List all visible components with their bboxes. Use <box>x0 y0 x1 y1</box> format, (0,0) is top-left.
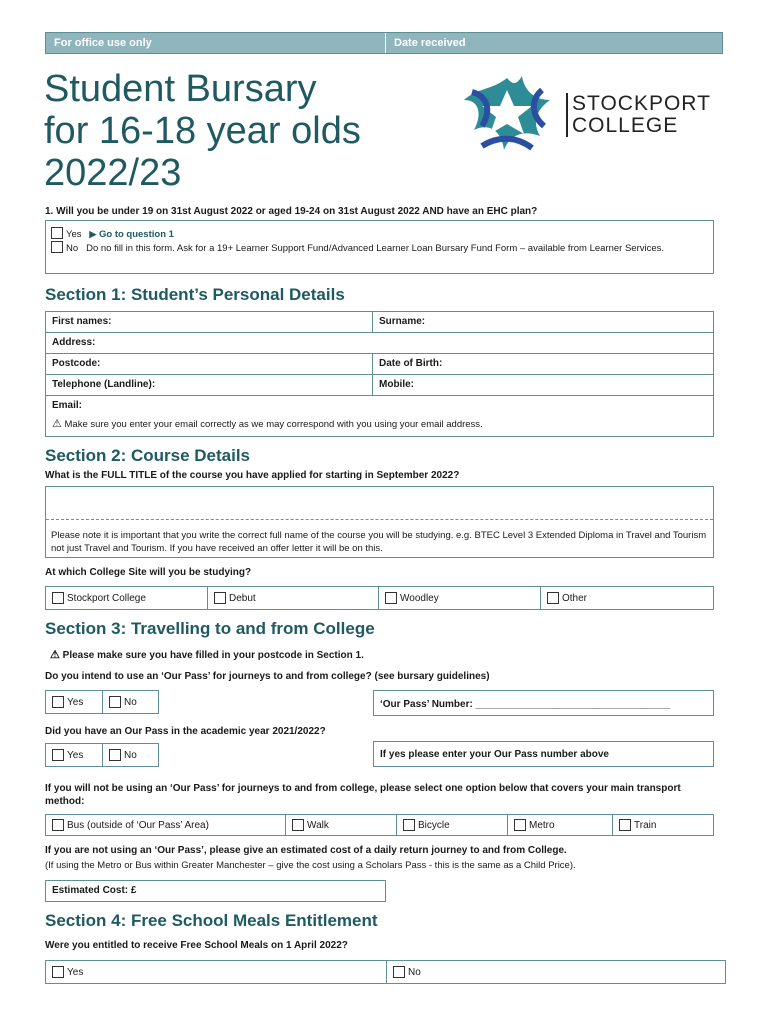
q1-no-label: No <box>66 243 79 254</box>
ourpass-no-label: No <box>124 696 137 708</box>
first-names-field[interactable] <box>46 312 373 332</box>
office-use-bar <box>45 32 723 54</box>
postcode-field[interactable] <box>46 354 373 374</box>
fsm-yes-checkbox[interactable] <box>52 966 64 978</box>
cost-note: (If using the Metro or Bus within Greater Manchester – give the cost using a Scholars Pass - this is the same as a Child Price). <box>45 860 576 871</box>
site-woodley-label: Woodley <box>400 592 439 604</box>
site-other-checkbox[interactable] <box>547 592 559 604</box>
q1-no-note: Do no fill in this form. Ask for a 19+ Learner Support Fund/Advanced Learner Loan Bursary Fund Form – available from Learner Services. <box>86 243 665 254</box>
ourpass-yes-checkbox[interactable] <box>52 696 64 708</box>
transport-train-label: Train <box>634 819 657 831</box>
transport-walk[interactable] <box>286 815 397 835</box>
fsm-no-checkbox[interactable] <box>393 966 405 978</box>
q1-box <box>45 220 714 274</box>
transport-metro-label: Metro <box>529 819 555 831</box>
prev-ourpass-yesno <box>45 743 159 767</box>
prev-yes-label: Yes <box>67 749 84 761</box>
email-note-row <box>46 415 713 434</box>
site-debut-checkbox[interactable] <box>214 592 226 604</box>
date-received-label: Date received <box>394 37 466 49</box>
postcode-label: Postcode: <box>52 358 101 369</box>
site-other-label: Other <box>562 592 588 604</box>
logo-line-1: STOCKPORT <box>572 92 711 115</box>
prev-yes-checkbox[interactable] <box>52 749 64 761</box>
first-names-label: First names: <box>52 316 112 327</box>
logo-line-2: COLLEGE <box>572 114 679 137</box>
transport-train[interactable] <box>613 815 713 835</box>
cost-question: If you are not using an ‘Our Pass’, please give an estimated cost of a daily return journey to and from College. <box>45 845 567 856</box>
site-question: At which College Site will you be studying? <box>45 567 252 578</box>
prev-no-checkbox[interactable] <box>109 749 121 761</box>
title-line-2: for 16-18 year olds <box>44 110 361 152</box>
dob-field[interactable] <box>373 354 713 374</box>
ourpass-no-checkbox[interactable] <box>109 696 121 708</box>
email-field[interactable] <box>45 395 714 437</box>
title-line-1: Student Bursary <box>44 68 317 110</box>
section2-heading: Section 2: Course Details <box>45 446 251 465</box>
estimated-cost-field[interactable] <box>45 880 386 902</box>
prev-no[interactable] <box>103 744 158 766</box>
section3-heading: Section 3: Travelling to and from College <box>45 619 375 638</box>
estimated-cost-label: Estimated Cost: £ <box>52 885 137 896</box>
phone-row <box>45 374 714 396</box>
site-stockport[interactable] <box>46 587 208 609</box>
q1-yes-note: Go to question 1 <box>98 229 174 240</box>
mobile-label: Mobile: <box>379 379 414 390</box>
transport-bus[interactable] <box>46 815 286 835</box>
warning-icon: ⚠ <box>52 418 62 430</box>
page-title <box>44 68 361 194</box>
section1-heading: Section 1: Student’s Personal Details <box>45 285 345 304</box>
telephone-label: Telephone (Landline): <box>52 379 156 390</box>
mobile-field[interactable] <box>373 375 713 395</box>
course-title-input[interactable] <box>46 487 713 520</box>
site-woodley[interactable] <box>379 587 541 609</box>
email-label: Email: <box>52 400 83 411</box>
prev-ourpass-question: Did you have an Our Pass in the academic year 2021/2022? <box>45 726 326 737</box>
email-note: Make sure you enter your email correctly as we may correspond with you using your email address. <box>64 419 483 430</box>
site-options <box>45 586 714 610</box>
transport-options <box>45 814 714 836</box>
ourpass-yes[interactable] <box>46 691 103 713</box>
transport-train-checkbox[interactable] <box>619 819 631 831</box>
site-stockport-label: Stockport College <box>67 592 146 604</box>
surname-field[interactable] <box>373 312 713 332</box>
office-use-label: For office use only <box>46 33 386 53</box>
section4-heading: Section 4: Free School Meals Entitlement <box>45 911 378 930</box>
course-title-box <box>45 486 714 558</box>
prev-no-label: No <box>124 749 137 761</box>
fsm-no-label: No <box>408 966 421 978</box>
q1-yes-checkbox[interactable] <box>51 227 63 239</box>
site-stockport-checkbox[interactable] <box>52 592 64 604</box>
q1-no-checkbox[interactable] <box>51 241 63 253</box>
transport-metro[interactable] <box>508 815 613 835</box>
transport-walk-label: Walk <box>307 819 329 831</box>
fsm-question: Were you entitled to receive Free School Meals on 1 April 2022? <box>45 940 348 951</box>
transport-bicycle[interactable] <box>397 815 508 835</box>
site-other[interactable] <box>541 587 713 609</box>
course-question: What is the FULL TITLE of the course you have applied for starting in September 2022? <box>45 470 460 481</box>
ourpass-question: Do you intend to use an ‘Our Pass’ for journeys to and from college? (see bursary guidelines) <box>45 671 490 682</box>
site-woodley-checkbox[interactable] <box>385 592 397 604</box>
fsm-options <box>45 960 726 984</box>
surname-label: Surname: <box>379 316 426 327</box>
transport-bus-label: Bus (outside of ‘Our Pass’ Area) <box>67 819 209 831</box>
postcode-warning-text: Please make sure you have filled in your postcode in Section 1. <box>62 650 364 661</box>
address-label: Address: <box>52 337 96 348</box>
fsm-yes-label: Yes <box>67 966 84 978</box>
ourpass-yesno <box>45 690 159 714</box>
transport-question: If you will not be using an ‘Our Pass’ for journeys to and from college, please select one option below that covers your main transport method: <box>45 783 681 807</box>
transport-metro-checkbox[interactable] <box>514 819 526 831</box>
postcode-warning <box>50 648 364 661</box>
name-row <box>45 311 714 333</box>
ourpass-yes-label: Yes <box>67 696 84 708</box>
q1-yes-label: Yes <box>66 229 82 240</box>
college-logo-icon <box>452 70 562 160</box>
dob-label: Date of Birth: <box>379 358 443 369</box>
ourpass-no[interactable] <box>103 691 158 713</box>
title-line-3: 2022/23 <box>44 152 182 194</box>
course-note: Please note it is important that you write the correct full name of the course you will be studying. e.g. BTEC Level 3 Extended Diploma in Travel and Tourism not just Travel and Tourism. If you have received an offer letter it will be on this. <box>51 530 707 554</box>
transport-bicycle-checkbox[interactable] <box>403 819 415 831</box>
fsm-no[interactable] <box>387 961 725 983</box>
if-yes-box <box>373 741 714 767</box>
q1-question: 1. Will you be under 19 on 31st August 2022 or aged 19-24 on 31st August 2022 AND have an EHC plan? <box>45 206 538 217</box>
warning-icon: ⚠ <box>50 649 60 661</box>
fsm-yes[interactable] <box>46 961 387 983</box>
transport-walk-checkbox[interactable] <box>292 819 304 831</box>
ourpass-number-field[interactable] <box>373 690 714 716</box>
if-yes-label: If yes please enter your Our Pass number above <box>380 749 609 760</box>
telephone-field[interactable] <box>46 375 373 395</box>
ourpass-number-label: ‘Our Pass’ Number: ___________________________________ <box>380 699 671 710</box>
arrow-right-icon: ▶ <box>89 229 97 239</box>
transport-bus-checkbox[interactable] <box>52 819 64 831</box>
address-field[interactable] <box>45 332 714 354</box>
college-logo-text <box>566 93 711 137</box>
site-debut-label: Debut <box>229 592 256 604</box>
prev-yes[interactable] <box>46 744 103 766</box>
site-debut[interactable] <box>208 587 379 609</box>
transport-bicycle-label: Bicycle <box>418 819 450 831</box>
postcode-row <box>45 353 714 375</box>
